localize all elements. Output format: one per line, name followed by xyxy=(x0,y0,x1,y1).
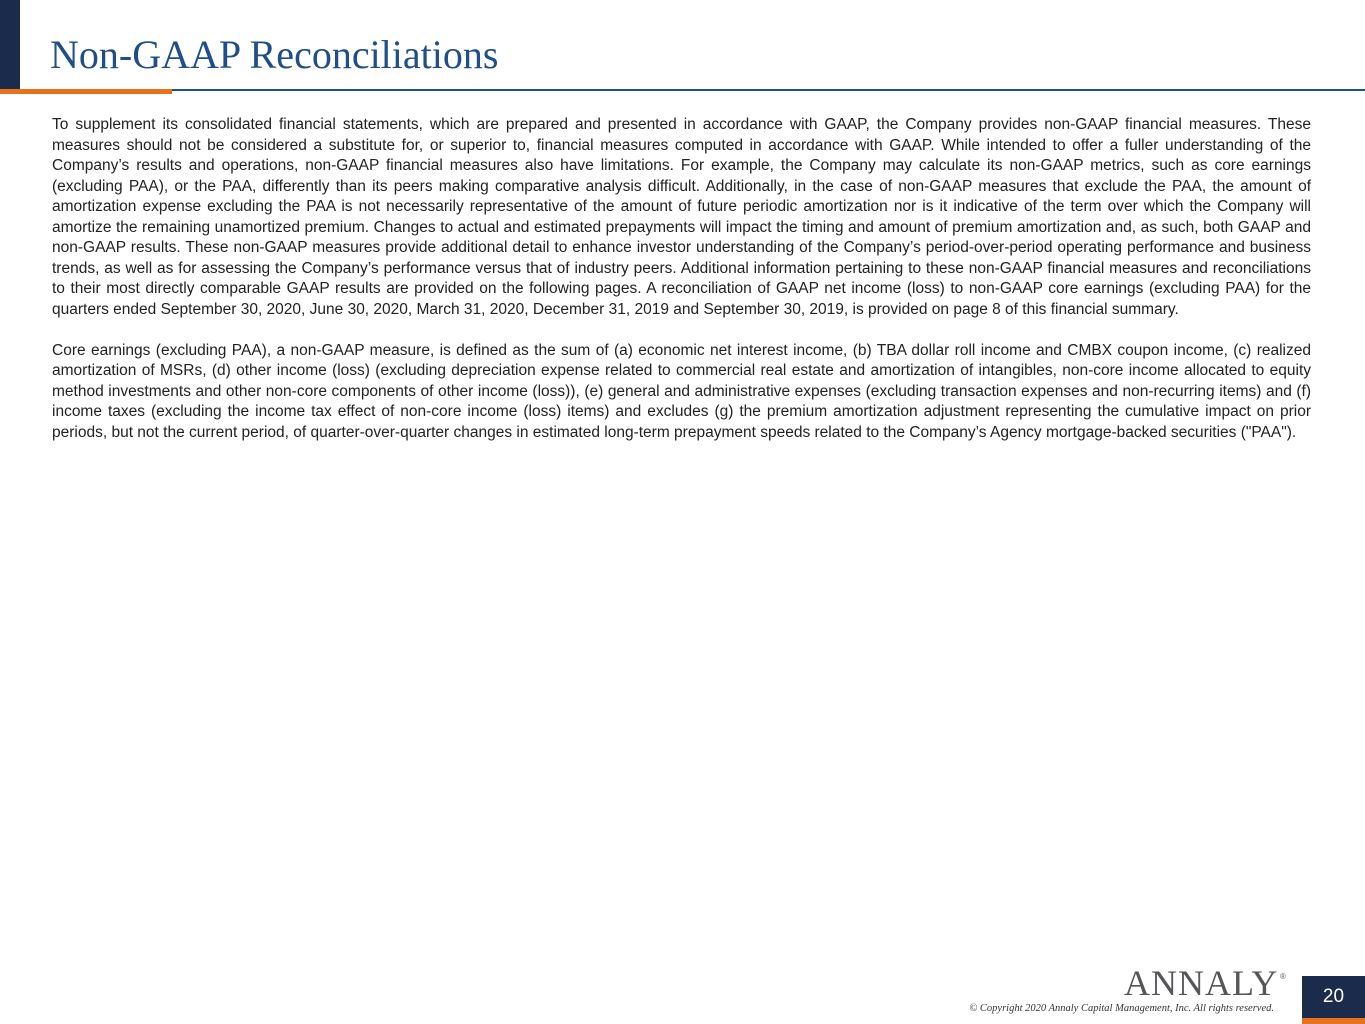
paragraph-core-earnings-definition: Core earnings (excluding PAA), a non-GAAP measure, is defined as the sum of (a) economic net interest income, (b) TBA dollar roll income and CMBX coupon income, (c) realized amortization of MSRs, (d) other income (loss) (excluding depreciation expense related to commercial real estate and amortization of intangibles, non-core income allocated to equity method investments and other non-core components of other income (loss)), (e) general and administrative expenses (excluding transaction expenses and non-recurring items) and (f) income taxes (excluding the income tax effect of non-core income (loss) items) and excludes (g) the premium amortization adjustment representing the cumulative impact on prior periods, but not the current period, of quarter-over-quarter changes in estimated long-term prepayment speeds related to the Company’s Agency mortgage-backed securities ("PAA"). xyxy=(52,341,1311,441)
page-number: 20 xyxy=(1302,976,1365,1018)
title-divider xyxy=(0,89,1365,91)
paragraph-non-gaap-intro: To supplement its consolidated financial statements, which are prepared and presented in accordance with GAAP, the Company provides non-GAAP financial measures. These measures should not be considered a substitute for, or superior to, financial measures computed in accordance with GAAP. While intended to offer a fuller understanding of the Company’s results and operations, non-GAAP financial measures also have limitations. For example, the Company may calculate its non-GAAP metrics, such as core earnings (excluding PAA), or the PAA, differently than its peers making comparative analysis difficult. Additionally, in the case of non-GAAP measures that exclude the PAA, the amount of amortization expense excluding the PAA is not necessarily representative of the amount of future periodic amortization nor is it indicative of the term over which the Company will amortize the remaining unamortized premium. Changes to actual and estimated prepayments will impact the timing and amount of premium amortization and, as such, both GAAP and non-GAAP results. These non-GAAP measures provide additional detail to enhance investor understanding of the Company’s period-over-period operating performance and business trends, as well as for assessing the Company’s performance versus that of industry peers. Additional information pertaining to these non-GAAP financial measures and reconciliations to their most directly comparable GAAP results are provided on the following pages. A reconciliation of GAAP net income (loss) to non-GAAP core earnings (excluding PAA) for the quarters ended September 30, 2020, June 30, 2020, March 31, 2020, December 31, 2019 and September 30, 2019, is provided on page 8 of this financial summary. xyxy=(52,116,1311,318)
title-divider-accent xyxy=(0,89,172,94)
body-text xyxy=(52,115,1311,464)
header-accent-bar xyxy=(0,0,20,90)
page-title: Non-GAAP Reconciliations xyxy=(50,32,499,77)
registered-mark: ® xyxy=(1280,972,1286,981)
copyright-notice: © Copyright 2020 Annaly Capital Management, Inc. All rights reserved. xyxy=(969,1003,1274,1014)
page-number-accent xyxy=(1302,1018,1365,1024)
annaly-logo: ANNALY xyxy=(1124,963,1279,1003)
